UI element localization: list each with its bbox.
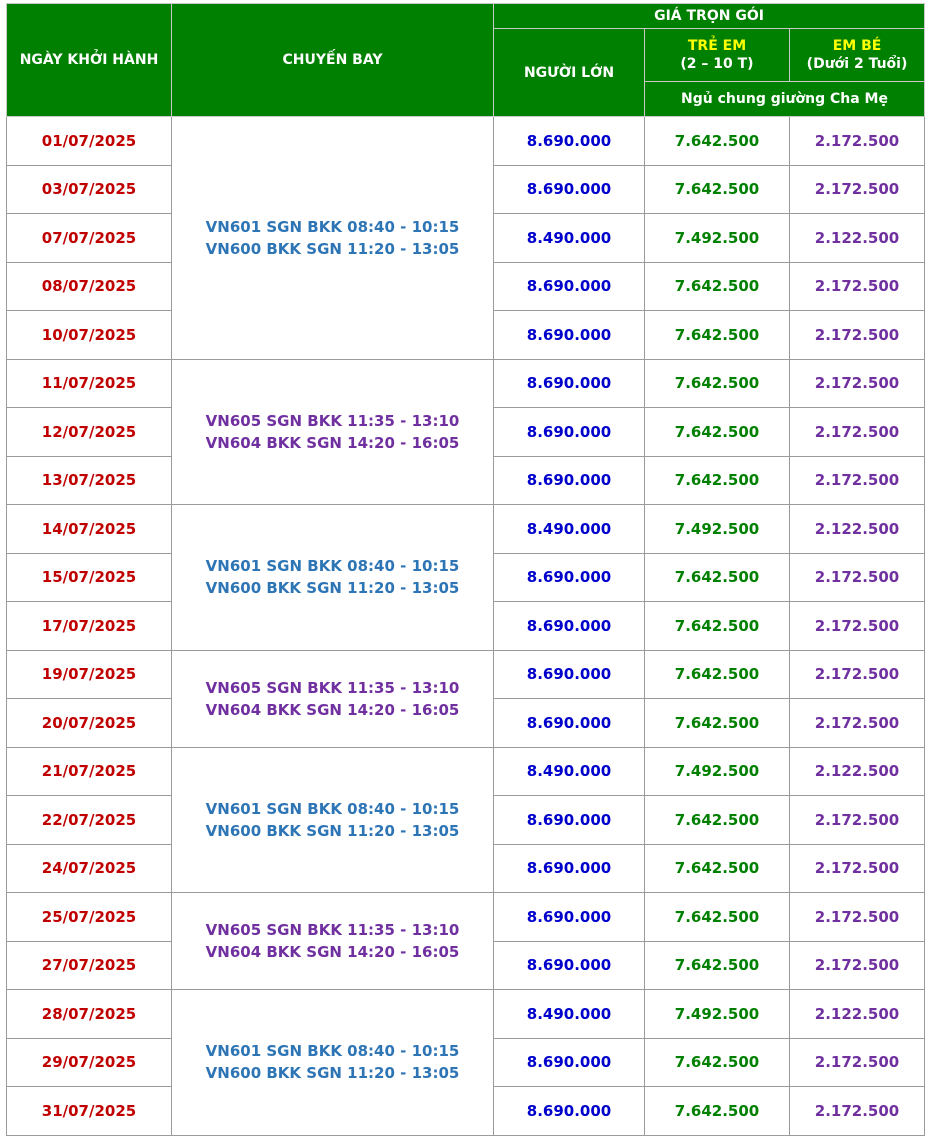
infant-price-cell: 2.172.500 (790, 262, 925, 311)
outbound-flight: VN605 SGN BKK 11:35 - 13:10 (205, 678, 460, 697)
adult-price-cell: 8.690.000 (494, 311, 645, 360)
adult-price-cell: 8.490.000 (494, 990, 645, 1039)
departure-date-cell: 01/07/2025 (7, 117, 172, 166)
table-row (7, 117, 925, 166)
header-shared-bed: Ngủ chung giường Cha Mẹ (645, 82, 925, 117)
outbound-flight: VN605 SGN BKK 11:35 - 13:10 (205, 921, 460, 939)
table-row (7, 505, 925, 554)
infant-price-cell: 2.172.500 (790, 553, 925, 602)
header-infant-title: EM BÉ (832, 38, 882, 54)
flight-cell (172, 747, 494, 893)
header-flight: CHUYẾN BAY (172, 4, 494, 117)
header-package-price: GIÁ TRỌN GÓI (494, 4, 925, 29)
departure-date-cell: 07/07/2025 (7, 214, 172, 263)
departure-date-cell: 21/07/2025 (7, 747, 172, 796)
table-header (7, 4, 925, 117)
departure-date-cell: 15/07/2025 (7, 553, 172, 602)
departure-date-cell: 12/07/2025 (7, 408, 172, 457)
outbound-flight: VN601 SGN BKK 08:40 - 10:15 (205, 1042, 460, 1061)
child-price-cell: 7.642.500 (645, 1038, 790, 1087)
adult-price-cell: 8.690.000 (494, 796, 645, 845)
table-row (7, 650, 925, 699)
table-row (7, 359, 925, 408)
table-row (7, 747, 925, 796)
child-price-cell: 7.642.500 (645, 456, 790, 505)
departure-date-cell: 24/07/2025 (7, 844, 172, 893)
return-flight: VN600 BKK SGN 11:20 - 13:05 (205, 821, 460, 840)
flight-cell (172, 505, 494, 651)
adult-price-cell: 8.690.000 (494, 553, 645, 602)
departure-date-cell: 28/07/2025 (7, 990, 172, 1039)
child-price-cell: 7.492.500 (645, 505, 790, 554)
adult-price-cell: 8.690.000 (494, 699, 645, 748)
adult-price-cell: 8.690.000 (494, 117, 645, 166)
table-body (7, 117, 925, 1136)
child-price-cell: 7.642.500 (645, 262, 790, 311)
adult-price-cell: 8.690.000 (494, 893, 645, 942)
infant-price-cell: 2.172.500 (790, 408, 925, 457)
adult-price-cell: 8.690.000 (494, 359, 645, 408)
return-flight: VN600 BKK SGN 11:20 - 13:05 (205, 579, 460, 598)
flight-cell (172, 117, 494, 360)
header-infant-age: (Dưới 2 Tuổi) (806, 56, 908, 72)
child-price-cell: 7.642.500 (645, 311, 790, 360)
departure-date-cell: 17/07/2025 (7, 602, 172, 651)
infant-price-cell: 2.172.500 (790, 650, 925, 699)
header-departure-date: NGÀY KHỞI HÀNH (7, 4, 172, 117)
infant-price-cell: 2.172.500 (790, 602, 925, 651)
infant-price-cell: 2.172.500 (790, 359, 925, 408)
departure-date-cell: 08/07/2025 (7, 262, 172, 311)
departure-date-cell: 29/07/2025 (7, 1038, 172, 1087)
return-flight: VN604 BKK SGN 14:20 - 16:05 (205, 943, 460, 961)
departure-date-cell: 22/07/2025 (7, 796, 172, 845)
infant-price-cell: 2.172.500 (790, 796, 925, 845)
infant-price-cell: 2.172.500 (790, 844, 925, 893)
header-child (645, 29, 790, 82)
departure-date-cell: 27/07/2025 (7, 941, 172, 990)
adult-price-cell: 8.690.000 (494, 602, 645, 651)
child-price-cell: 7.642.500 (645, 699, 790, 748)
table-row (7, 893, 925, 942)
adult-price-cell: 8.690.000 (494, 941, 645, 990)
outbound-flight: VN601 SGN BKK 08:40 - 10:15 (205, 557, 460, 576)
infant-price-cell: 2.122.500 (790, 505, 925, 554)
infant-price-cell: 2.122.500 (790, 990, 925, 1039)
adult-price-cell: 8.490.000 (494, 747, 645, 796)
return-flight: VN600 BKK SGN 11:20 - 13:05 (205, 1064, 460, 1083)
header-child-title: TRẺ EM (687, 38, 747, 54)
departure-date-cell: 13/07/2025 (7, 456, 172, 505)
header-child-age: (2 – 10 T) (680, 56, 754, 72)
child-price-cell: 7.642.500 (645, 893, 790, 942)
infant-price-cell: 2.172.500 (790, 311, 925, 360)
flight-cell (172, 990, 494, 1136)
adult-price-cell: 8.690.000 (494, 408, 645, 457)
infant-price-cell: 2.172.500 (790, 1087, 925, 1136)
adult-price-cell: 8.490.000 (494, 505, 645, 554)
infant-price-cell: 2.172.500 (790, 699, 925, 748)
child-price-cell: 7.492.500 (645, 214, 790, 263)
child-price-cell: 7.642.500 (645, 1087, 790, 1136)
infant-price-cell: 2.122.500 (790, 747, 925, 796)
adult-price-cell: 8.690.000 (494, 844, 645, 893)
infant-price-cell: 2.172.500 (790, 941, 925, 990)
adult-price-cell: 8.690.000 (494, 650, 645, 699)
flight-cell (172, 893, 494, 990)
child-price-cell: 7.642.500 (645, 844, 790, 893)
departure-date-cell: 03/07/2025 (7, 165, 172, 214)
adult-price-cell: 8.690.000 (494, 456, 645, 505)
departure-date-cell: 11/07/2025 (7, 359, 172, 408)
child-price-cell: 7.492.500 (645, 990, 790, 1039)
return-flight: VN600 BKK SGN 11:20 - 13:05 (205, 239, 460, 258)
outbound-flight: VN601 SGN BKK 08:40 - 10:15 (205, 799, 460, 818)
infant-price-cell: 2.172.500 (790, 1038, 925, 1087)
infant-price-cell: 2.172.500 (790, 117, 925, 166)
adult-price-cell: 8.690.000 (494, 262, 645, 311)
child-price-cell: 7.642.500 (645, 117, 790, 166)
departure-date-cell: 19/07/2025 (7, 650, 172, 699)
infant-price-cell: 2.122.500 (790, 214, 925, 263)
outbound-flight: VN601 SGN BKK 08:40 - 10:15 (205, 217, 460, 236)
header-adult: NGƯỜI LỚN (494, 29, 645, 117)
flight-cell (172, 650, 494, 747)
departure-date-cell: 20/07/2025 (7, 699, 172, 748)
departure-date-cell: 10/07/2025 (7, 311, 172, 360)
child-price-cell: 7.642.500 (645, 650, 790, 699)
return-flight: VN604 BKK SGN 14:20 - 16:05 (205, 433, 460, 452)
outbound-flight: VN605 SGN BKK 11:35 - 13:10 (205, 411, 460, 430)
child-price-cell: 7.642.500 (645, 796, 790, 845)
adult-price-cell: 8.690.000 (494, 1038, 645, 1087)
flight-cell (172, 359, 494, 505)
departure-date-cell: 14/07/2025 (7, 505, 172, 554)
header-infant (790, 29, 925, 82)
child-price-cell: 7.642.500 (645, 359, 790, 408)
infant-price-cell: 2.172.500 (790, 893, 925, 942)
child-price-cell: 7.642.500 (645, 408, 790, 457)
infant-price-cell: 2.172.500 (790, 456, 925, 505)
table-row (7, 990, 925, 1039)
departure-date-cell: 25/07/2025 (7, 893, 172, 942)
price-table (6, 3, 925, 1136)
child-price-cell: 7.642.500 (645, 602, 790, 651)
adult-price-cell: 8.690.000 (494, 165, 645, 214)
departure-date-cell: 31/07/2025 (7, 1087, 172, 1136)
adult-price-cell: 8.690.000 (494, 1087, 645, 1136)
infant-price-cell: 2.172.500 (790, 165, 925, 214)
child-price-cell: 7.642.500 (645, 553, 790, 602)
adult-price-cell: 8.490.000 (494, 214, 645, 263)
child-price-cell: 7.642.500 (645, 165, 790, 214)
return-flight: VN604 BKK SGN 14:20 - 16:05 (205, 700, 460, 719)
child-price-cell: 7.642.500 (645, 941, 790, 990)
child-price-cell: 7.492.500 (645, 747, 790, 796)
